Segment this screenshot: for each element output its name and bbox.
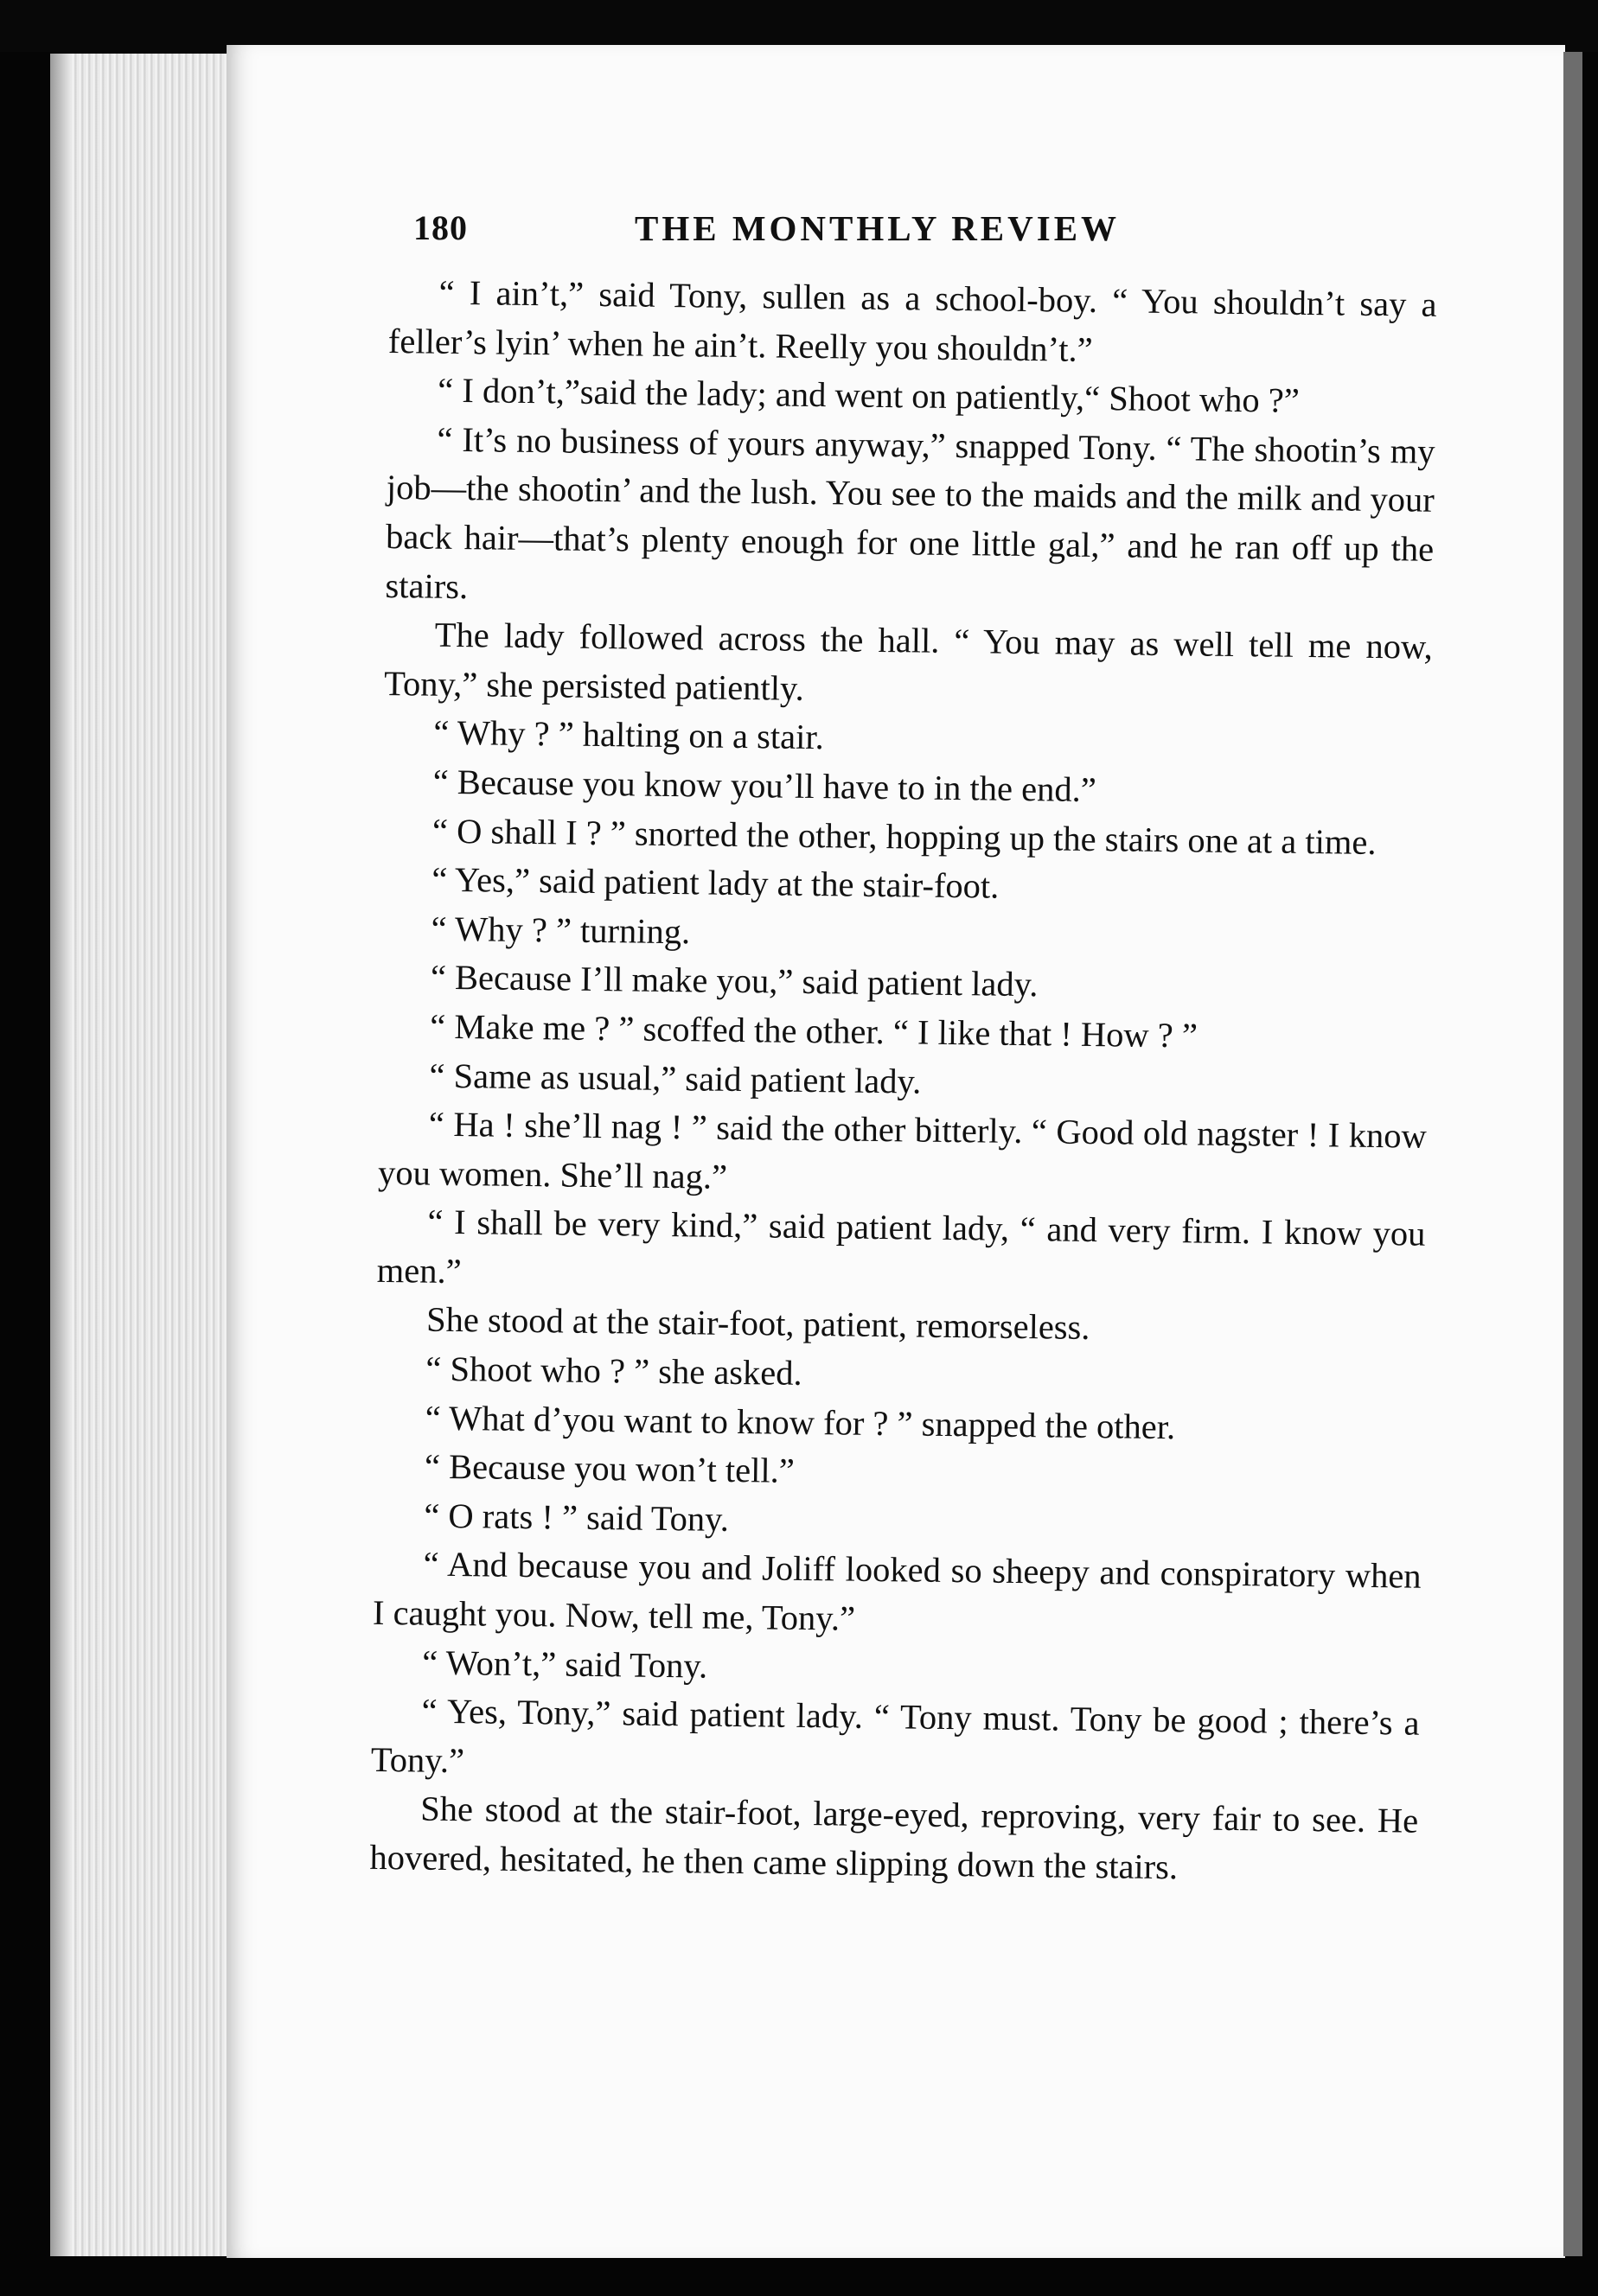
paragraph: “ I shall be very kind,” said patient lady, “ and very firm. I know you men.” bbox=[376, 1202, 1426, 1291]
scan-bottom-border bbox=[0, 2265, 1598, 2296]
paragraph: “ Because you know you’ll have to in the end.” bbox=[432, 762, 1096, 809]
paragraph: “ O shall I ? ” snorted the other, hopping up the stairs one at a time. bbox=[431, 811, 1377, 862]
paragraph: She stood at the stair-foot, patient, remorseless. bbox=[425, 1300, 1090, 1348]
paragraph: “ I don’t,”said the lady; and went on patiently,“ Shoot who ?” bbox=[438, 370, 1300, 421]
paragraph: “ Yes,” said patient lady at the stair-foot. bbox=[431, 859, 1000, 906]
running-title: THE MONTHLY REVIEW bbox=[635, 208, 1121, 248]
paragraph: “ And because you and Joliff looked so sheepy and conspiratory when I caught you. Now, tell me, Tony.” bbox=[372, 1545, 1422, 1638]
paragraph: “ O rats ! ” said Tony. bbox=[424, 1496, 730, 1539]
paragraph: “ Because I’ll make you,” said patient lady. bbox=[430, 957, 1039, 1004]
scan-right-border bbox=[1563, 52, 1582, 2256]
paragraph: “ What d’you want to know for ? ” snapped the other. bbox=[425, 1398, 1176, 1446]
page-header bbox=[413, 207, 1442, 259]
paragraph: “ Why ? ” halting on a stair. bbox=[433, 713, 825, 757]
scan-top-border bbox=[0, 0, 1598, 52]
binding-shadow bbox=[50, 54, 71, 2256]
paragraph: “ Why ? ” turning. bbox=[431, 909, 691, 952]
paragraph: She stood at the stair-foot, large-eyed, reproving, very fair to see. He hovered, hesitated, he then came slipping down the stairs. bbox=[369, 1789, 1419, 1887]
paragraph: “ Ha ! she’ll nag ! ” said the other bitterly. “ Good old nagster ! I know you women. She’ll nag.” bbox=[377, 1104, 1428, 1196]
book-page-edges bbox=[50, 54, 233, 2256]
paragraph: The lady followed across the hall. “ You may as well tell me now, Tony,” she persisted patiently. bbox=[383, 615, 1434, 708]
paragraph: “ Shoot who ? ” she asked. bbox=[425, 1349, 802, 1393]
paragraph: “ Won’t,” said Tony. bbox=[422, 1642, 708, 1686]
paragraph: “ Make me ? ” scoffed the other. “ I like that ! How ? ” bbox=[430, 1006, 1198, 1056]
page-number: 180 bbox=[413, 208, 468, 247]
paragraph: “ Because you won’t tell.” bbox=[424, 1446, 796, 1491]
paragraph: “ I ain’t,” said Tony, sullen as a school-boy. “ You shouldn’t say a feller’s lyin’ when he ain’t. Reelly you shouldn’t.” bbox=[387, 272, 1437, 369]
paragraph: “ It’s no business of yours anyway,” snapped Tony. “ The shootin’s my job—the shootin’ and the lush. You see to the maids and the milk and your back hair—that’s plenty enough for one little gal,” and he ran off up the stairs. bbox=[385, 419, 1435, 606]
body-text bbox=[369, 268, 1437, 1895]
paragraph: “ Same as usual,” said patient lady. bbox=[429, 1056, 922, 1101]
paragraph: “ Yes, Tony,” said patient lady. “ Tony must. Tony be good ; there’s a Tony.” bbox=[370, 1691, 1420, 1781]
